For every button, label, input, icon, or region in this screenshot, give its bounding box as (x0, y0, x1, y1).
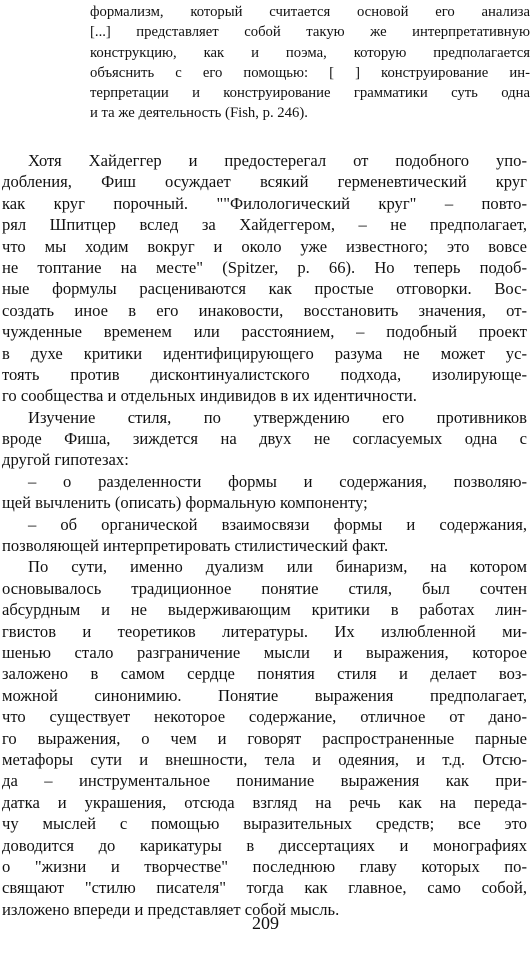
text-line: о "жизни и творчестве" последнюю главу которых по- (2, 856, 527, 876)
text-line: позволяющей интерпретировать стилистический факт. (2, 536, 389, 556)
block-quote (90, 2, 530, 124)
text-line: что существует некоторое содержание, отличное от дано- (2, 707, 527, 727)
text-line: добления, Фиш осуждает всякий герменевтический круг (2, 172, 527, 192)
quote-line: объяснить с его помощью: [ ] конструирование ин- (90, 64, 530, 81)
quote-line: формализм, который считается основой его анализа (90, 4, 530, 20)
paragraph (2, 556, 527, 920)
paragraph (2, 407, 527, 471)
text-line: го сообщества и отдельных индивидов в их идентичности. (2, 386, 417, 406)
text-line: тоять против дисконтинуалистского подхода, изолирующе- (2, 364, 527, 384)
text-line: можной синонимию. Понятие выражения предполагает, (2, 685, 527, 705)
text-line: датка и украшения, отсюда взгляд на речь как на переда- (2, 792, 527, 812)
text-line: – о разделенности формы и содержания, позволяю- (28, 471, 527, 491)
page-number: 209 (252, 913, 279, 933)
text-line: свящают "стилю писателя" тогда как главное, само собой, (2, 878, 527, 898)
text-line: другой гипотезах: (2, 450, 129, 470)
quote-line: [...] представляет собой такую же интерпретативную (90, 24, 530, 41)
text-line: изложено впереди и представляет собой мысль. (2, 899, 340, 919)
paragraph (2, 471, 527, 514)
text-line: в духе критики идентифицирующего разума не может ус- (2, 343, 527, 363)
text-line: создать иное в его инаковости, восстановить значения, от- (2, 300, 527, 320)
text-line: рял Шпитцер вслед за Хайдеггером, – не предполагает, (2, 215, 527, 235)
text-line: да – инструментальное понимание выражения как при- (2, 771, 527, 791)
paragraph (2, 150, 527, 407)
text-line: что мы ходим вокруг и около уже известного; это вовсе (2, 236, 527, 256)
text-line: го выражения, о чем и говорят распространенные парные (2, 728, 527, 748)
quote-line: и та же деятельность (Fish, p. 246). (90, 105, 308, 122)
text-line: Хотя Хайдеггер и предостерегал от подобного упо- (28, 151, 527, 170)
text-line: ные формулы расцениваются как простые отговорки. Вос- (2, 279, 527, 299)
quote-line: конструкцию, как и поэма, которую предполагается (90, 44, 530, 61)
text-line: не топтание на месте" (Spitzer, p. 66). Но теперь подоб- (2, 257, 527, 277)
text-line: – об органической взаимосвязи формы и содержания, (28, 514, 527, 534)
paragraph (2, 514, 527, 557)
main-text (2, 150, 527, 920)
text-line: шенью стало разграничение мысли и выражения, которое (2, 642, 527, 662)
text-line: гвистов и теоретиков литературы. Их излюбленной ми- (2, 621, 527, 641)
text-line: как круг порочный. ""Филологический круг" – повто- (2, 193, 527, 213)
text-line: чужденные временем или расстоянием, – подобный проект (2, 322, 527, 342)
text-line: метафоры сути и внешности, тела и одеяния, и т.д. Отсю- (2, 749, 527, 769)
text-line: Изучение стиля, по утверждению его противников (28, 407, 527, 427)
text-line: основывалось традиционное понятие стиля, был сочтен (2, 578, 527, 598)
text-line: чу мыслей с помощью выразительных средств; все это (2, 814, 527, 834)
text-line: вроде Фиша, зиждется на двух не согласуемых одна с (2, 429, 527, 449)
text-line: По сути, именно дуализм или бинаризм, на котором (28, 557, 527, 577)
text-line: заложено в самом сердце понятия стиля и делает воз- (2, 664, 527, 684)
text-line: абсурдным и не выдерживающим критики в работах лин- (2, 600, 527, 620)
quote-line: терпретации и конструирование грамматики суть одна (90, 85, 530, 102)
text-line: щей вычленить (описать) формальную компоненту; (2, 493, 368, 513)
text-line: доводится до карикатуры в диссертациях и монографиях (2, 835, 527, 855)
